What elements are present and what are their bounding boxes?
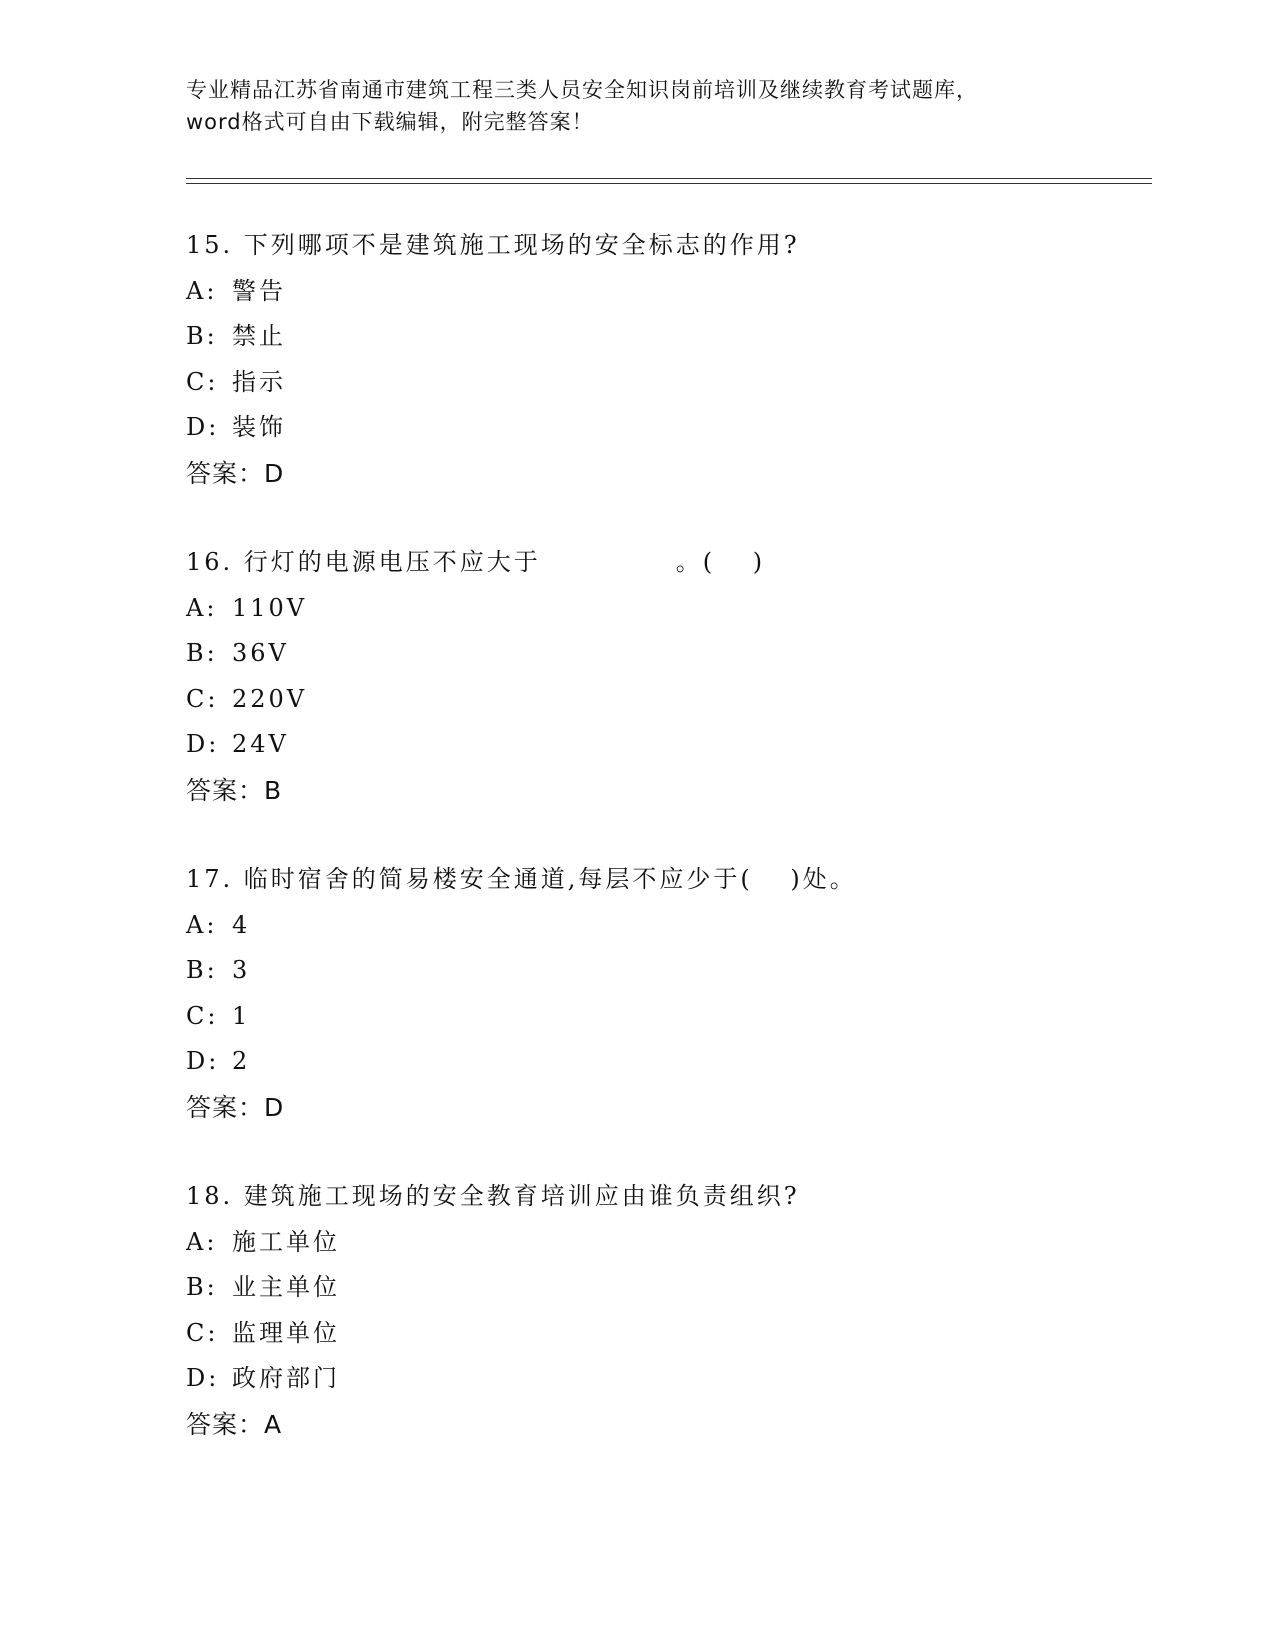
option-key: A: bbox=[186, 276, 218, 305]
option-key: D: bbox=[186, 413, 220, 441]
option-key: B: bbox=[186, 956, 218, 984]
header-divider-top bbox=[186, 178, 1152, 179]
option-key: C: bbox=[186, 367, 219, 396]
option-a bbox=[186, 1220, 1146, 1266]
option-key: D: bbox=[186, 1364, 220, 1392]
option-d bbox=[186, 1039, 1146, 1085]
answer-line: 答案：B bbox=[186, 775, 283, 805]
option-key: C: bbox=[186, 1318, 219, 1347]
question-block bbox=[186, 1174, 1146, 1447]
option-text: 36V bbox=[232, 639, 289, 667]
option-key: A: bbox=[186, 1227, 218, 1256]
option-key: A: bbox=[186, 910, 218, 939]
document-header bbox=[186, 74, 1086, 138]
option-a bbox=[186, 903, 1146, 949]
option-b bbox=[186, 1265, 1146, 1311]
option-d bbox=[186, 405, 1146, 451]
option-d bbox=[186, 1356, 1146, 1402]
option-key: A: bbox=[186, 593, 218, 622]
option-text: 禁止 bbox=[232, 322, 286, 350]
question-block bbox=[186, 540, 1146, 813]
header-divider-bottom bbox=[186, 183, 1152, 184]
answer-line: 答案：D bbox=[186, 1092, 285, 1122]
answer-line: 答案：D bbox=[186, 458, 285, 488]
option-text: 指示 bbox=[232, 367, 286, 396]
option-a bbox=[186, 586, 1146, 632]
option-text: 110V bbox=[232, 593, 308, 622]
option-text: 3 bbox=[232, 956, 251, 984]
option-b bbox=[186, 948, 1146, 994]
question-text: 15. 下列哪项不是建筑施工现场的安全标志的作用? bbox=[186, 231, 800, 259]
option-key: D: bbox=[186, 730, 220, 758]
option-c bbox=[186, 994, 1146, 1040]
option-text: 24V bbox=[232, 730, 289, 758]
option-key: B: bbox=[186, 322, 218, 350]
option-c bbox=[186, 677, 1146, 723]
option-c bbox=[186, 360, 1146, 406]
option-text: 施工单位 bbox=[232, 1227, 340, 1256]
option-text: 220V bbox=[232, 684, 308, 713]
option-text: 业主单位 bbox=[232, 1273, 340, 1301]
option-key: D: bbox=[186, 1047, 220, 1075]
option-c bbox=[186, 1311, 1146, 1357]
question-text: 18. 建筑施工现场的安全教育培训应由谁负责组织? bbox=[186, 1182, 800, 1210]
option-key: B: bbox=[186, 639, 218, 667]
question-block bbox=[186, 857, 1146, 1130]
option-text: 政府部门 bbox=[232, 1364, 340, 1392]
option-a bbox=[186, 269, 1146, 315]
option-text: 4 bbox=[232, 910, 251, 939]
option-key: B: bbox=[186, 1273, 218, 1301]
option-text: 警告 bbox=[232, 276, 286, 305]
option-text: 1 bbox=[232, 1001, 251, 1030]
option-key: C: bbox=[186, 1001, 219, 1030]
option-text: 装饰 bbox=[232, 413, 286, 441]
option-text: 监理单位 bbox=[232, 1318, 340, 1347]
question-block bbox=[186, 223, 1146, 496]
option-d bbox=[186, 722, 1146, 768]
header-line-1: 专业精品江苏省南通市建筑工程三类人员安全知识岗前培训及继续教育考试题库， bbox=[186, 78, 978, 102]
option-key: C: bbox=[186, 684, 219, 713]
option-text: 2 bbox=[232, 1047, 251, 1075]
answer-line: 答案：A bbox=[186, 1409, 283, 1439]
question-text: 16. 行灯的电源电压不应大于 。( ) bbox=[186, 548, 766, 576]
question-text: 17. 临时宿舍的简易楼安全通道,每层不应少于( )处。 bbox=[186, 865, 857, 893]
option-b bbox=[186, 631, 1146, 677]
option-b bbox=[186, 314, 1146, 360]
header-line-2: word格式可自由下载编辑，附完整答案！ bbox=[186, 110, 594, 134]
